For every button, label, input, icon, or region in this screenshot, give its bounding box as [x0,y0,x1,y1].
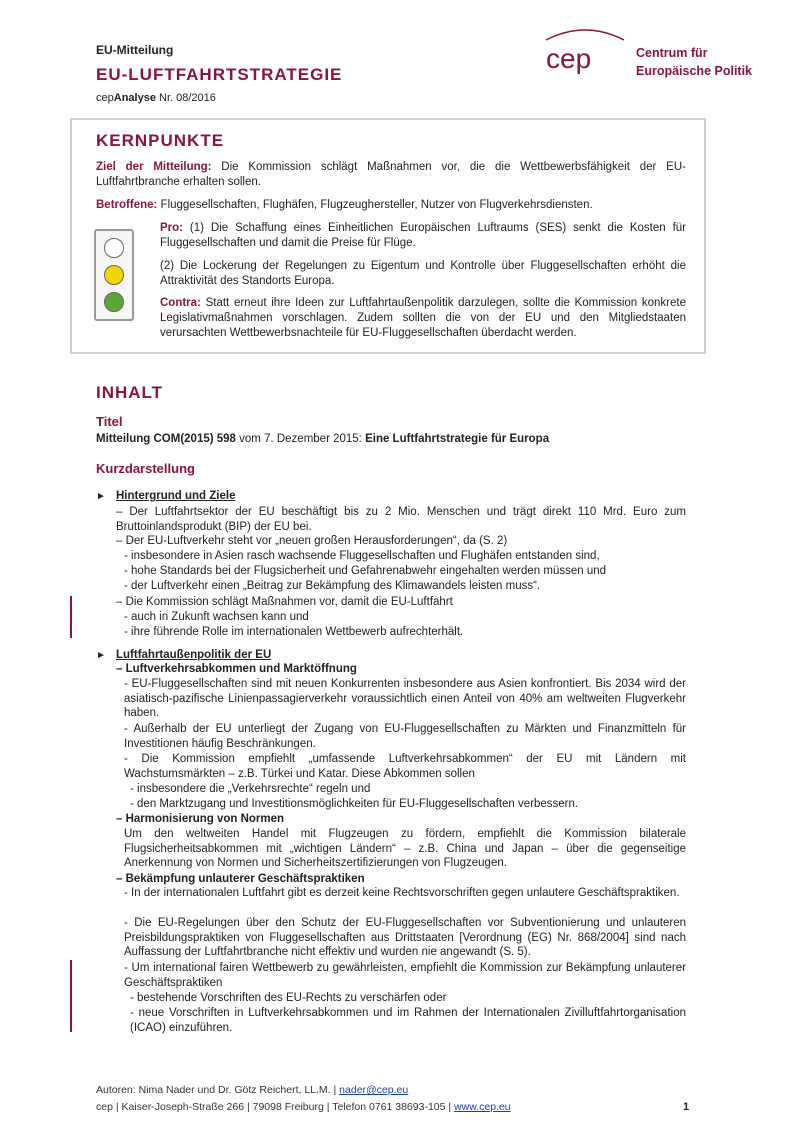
traffic-light-icon [94,229,134,321]
organization-name: Centrum für Europäische Politik [636,46,753,78]
inhalt-heading: INHALT [96,383,164,402]
pro-paragraph-1: Pro: (1) Die Schaffung eines Einheitlichen Europäischen Luftraums (SES) senkt die Kosten für Fluggesellschaften und damit die Preise für Flüge. [160,222,686,249]
section-luftfahrtaussenpolitik: Luftfahrtaußenpolitik der EU [116,649,272,661]
change-bar [70,960,72,1032]
subsection-luftverkehrsabkommen: – Luftverkehrsabkommen und Marktöffnung [116,663,357,675]
pro-paragraph-2: (2) Die Lockerung der Regelungen zu Eigentum und Kontrolle über Fluggesellschaften erhöht die Attraktivität des Standorts Europa. [160,260,686,287]
ziel-paragraph: Ziel der Mitteilung: Die Kommission schlägt Maßnahmen vor, die die Wettbewerbsfähigkeit der EU-Luftfahrtbranche erhalten sollen. [96,161,686,188]
text-s2b1: Um den weltweiten Handel mit Flugzeugen zu fördern, empfiehlt die Kommission bilaterale Flugsicherheitsabkommen mit „wichtigen Ländern“ – z.B. China und Japan – über die gegenseitige Anerkennung von Normen und Sicherheitszertifizierungen von Flugzeugen. [124,828,686,869]
text-s2a3a: - insbesondere die „Verkehrsrechte“ regeln und [130,783,371,795]
email-link[interactable]: nader@cep.eu [339,1084,409,1096]
text-s1c2: - ihre führende Rolle im internationalen Wettbewerb aufrechterhält. [124,626,464,638]
subsection-bekaempfung: – Bekämpfung unlauterer Geschäftspraktiken [116,873,365,885]
betroffene-paragraph: Betroffene: Fluggesellschaften, Flughäfen, Flugzeughersteller, Nutzer von Flugverkehrsdiensten. [96,199,593,211]
document-title: EU-LUFTFAHRTSTRATEGIE [96,65,343,84]
lamp-yellow [104,265,124,285]
footer-address: cep | Kaiser-Joseph-Straße 266 | 79098 Freiburg | Telefon 0761 38693-105 | www.cep.eu [96,1101,511,1113]
issue-number: cepAnalyse Nr. 08/2016 [96,92,216,104]
bullet-arrow-icon: ► [96,650,106,661]
kurzdarstellung-heading: Kurzdarstellung [96,461,195,476]
text-s2a1: - EU-Fluggesellschaften sind mit neuen Konkurrenten insbesondere aus Asien konfrontiert. Bis 2034 wird der asiatisch-pazifische Linienpassagierverkehr voraussichtlich einen Anteil von 40% am weltweiten Flugverkehr haben. [124,678,686,719]
contra-paragraph: Contra: Statt erneut ihre Ideen zur Luftfahrtaußenpolitik darzulegen, sollte die Kommission konkrete Legislativmaßnahmen vorschlagen. Zudem sollten die von der EU und den Mitgliedstaaten verursachten Wettbewerbsnachteile für EU-Fluggesellschaften überdacht werden. [160,297,686,339]
text-s2c3a: - bestehende Vorschriften des EU-Rechts zu verschärfen oder [130,992,447,1004]
text-s2c3b: - neue Vorschriften in Luftverkehrsabkommen und im Rahmen der Internationalen Zivilluftfahrtorganisation (ICAO) einzuführen. [130,1007,686,1034]
bullet-arrow-icon: ► [96,491,106,502]
kernpunkte-heading: KERNPUNKTE [96,131,225,150]
text-s1a: – Der Luftfahrtsektor der EU beschäftigt bis zu 2 Mio. Menschen und trägt direkt 110 Mrd. Euro zum Bruttoinlandsprodukt (BIP) der EU bei. [116,506,686,533]
text-s1c: – Die Kommission schlägt Maßnahmen vor, damit die EU-Luftfahrt [116,596,453,608]
section-hintergrund: Hintergrund und Ziele [116,490,236,502]
text-s2a3b: - den Marktzugang und Investitionsmöglichkeiten für EU-Fluggesellschaften verbessern. [130,798,579,810]
document-type: EU-Mitteilung [96,43,174,57]
change-bar [70,596,72,638]
text-s1b: – Der EU-Luftverkehr steht vor „neuen großen Herausforderungen“, da (S. 2) [116,535,508,547]
text-s2c3: - Um international fairen Wettbewerb zu gewährleisten, empfiehlt die Kommission zur Bekämpfung unlauterer Geschäftspraktiken [124,962,686,989]
svg-text:cep: cep [546,43,592,74]
titel-text: Mitteilung COM(2015) 598 vom 7. Dezember 2015: Eine Luftfahrtstrategie für Europa [96,433,550,445]
lamp-green [104,292,124,312]
lamp-white [104,238,124,258]
page-number: 1 [683,1101,690,1113]
text-s2a3: - Die Kommission empfiehlt „umfassende Luftverkehrsabkommen“ der EU mit Ländern mit Wachstumsmärkten – z.B. Türkei und Katar. Diese Abkommen sollen [124,753,686,780]
titel-heading: Titel [96,414,123,429]
subsection-harmonisierung: – Harmonisierung von Normen [116,813,285,825]
text-s1b3: - der Luftverkehr einen „Beitrag zur Bekämpfung des Klimawandels leisten muss“. [124,580,541,592]
footer-authors: Autoren: Nima Nader und Dr. Götz Reichert, LL.M. | nader@cep.eu [96,1084,409,1096]
text-s2c1: - In der internationalen Luftfahrt gibt es derzeit keine Rechtsvorschriften gegen unlautere Geschäftspraktiken. [124,887,680,899]
cep-logo [540,28,630,88]
text-s2c2: - Die EU-Regelungen über den Schutz der EU-Fluggesellschaften vor Subventionierung und unlauteren Preisbildungspraktiken von Fluggesellschaften aus Drittstaaten [Verordnung (EG) Nr. 868/2004] sind nach Auffassung der Luftfahrtbranche nicht effektiv und wurden nie angewandt (S. 5). [124,917,686,958]
text-s1c1: - auch in Zukunft wachsen kann und [124,611,309,623]
text-s2a2: - Außerhalb der EU unterliegt der Zugang von EU-Fluggesellschaften zu Märkten und Finanzmitteln für Investitionen häufig Beschränkungen. [124,723,686,750]
website-link[interactable]: www.cep.eu [454,1101,511,1113]
text-s1b2: - hohe Standards bei der Flugsicherheit und Gefahrenabwehr eingehalten werden müssen und [124,565,607,577]
text-s1b1: - insbesondere in Asien rasch wachsende Fluggesellschaften und Flughäfen entstanden sind, [124,550,600,562]
